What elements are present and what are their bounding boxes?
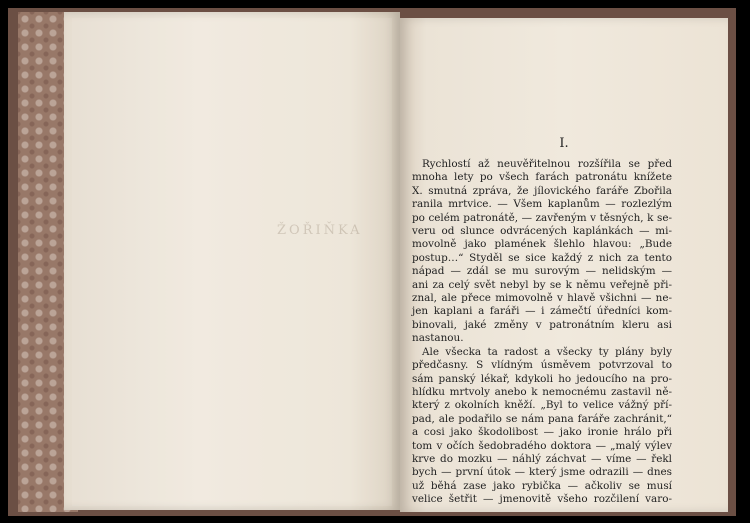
- text-line: ani za celý svět nebyl by se k němu veřejně při-: [412, 278, 672, 291]
- text-line: krve do mozku — náhlý záchvat — víme — řekl: [412, 452, 672, 465]
- text-line: hlídku mrtvoly anebo k nemocnému zastavil ně-: [412, 385, 672, 398]
- text-line: znal, ale přece mimovolně v hlavě všichni — ne-: [412, 292, 672, 305]
- text-line: binovali, jaké změny v patronátním kleru asi: [412, 318, 672, 331]
- text-line: X. smutná zpráva, že jílovického faráře Zbořila: [412, 184, 672, 197]
- text-line: veru od slunce odvrácených kaplánkách — mi-: [412, 225, 672, 238]
- left-page-inner: [72, 18, 392, 506]
- text-line: mnoha lety po všech farách patronátu knížete: [412, 171, 672, 184]
- text-line: a cosi jako škodolibost — jako ironie hrálo při: [412, 426, 672, 439]
- text-line: Rychlostí až neuvěřitelnou rozšířila se před: [422, 158, 672, 170]
- bleed-through-title: ŽOŘIŇKA: [277, 223, 363, 238]
- body-text: [412, 158, 672, 507]
- text-line: velice šetřit — jmenovitě všeho rozčilení varo-: [412, 493, 672, 506]
- text-line: Ale všecka ta radost a všecky ty plány byly: [422, 345, 672, 358]
- chapter-number: I.: [559, 136, 569, 151]
- text-line: nápad — zdál se mu surovým — nelidským —: [412, 265, 672, 278]
- text-line: který z okolních kněží. „Byl to velice vážný pří-: [412, 399, 672, 412]
- text-line: bych — první útok — který jsme odrazili — dnes: [412, 466, 672, 479]
- text-line: sám panský lékař, kdykoli ho jedoucího na pro-: [412, 372, 672, 385]
- text-line: movolně jako plamének šlehlo hlavou: „Bude: [412, 238, 672, 251]
- text-line: tom v očích šedobradého doktora — „malý výlev: [412, 439, 672, 452]
- text-line: ranila mrtvice. — Všem kaplanům — rozlezlým: [412, 198, 672, 211]
- text-line: už běhá zase jako rybička — ačkoliv se musí: [412, 479, 672, 492]
- text-line: postup…“ Styděl se sice každý z nich za tento: [412, 251, 672, 264]
- text-line: předčasny. S vlídným úsměvem potvrzoval to: [412, 359, 672, 372]
- text-line: po celém patronátě, — zavřeným v těsných, k se-: [412, 211, 672, 224]
- text-line: pad, ale podařilo se nám pana faráře zachránit,“: [412, 412, 672, 425]
- text-line: jen kaplani a faráři — i zámečtí úředníci kom-: [412, 305, 672, 318]
- text-line: nastanou.: [412, 332, 464, 345]
